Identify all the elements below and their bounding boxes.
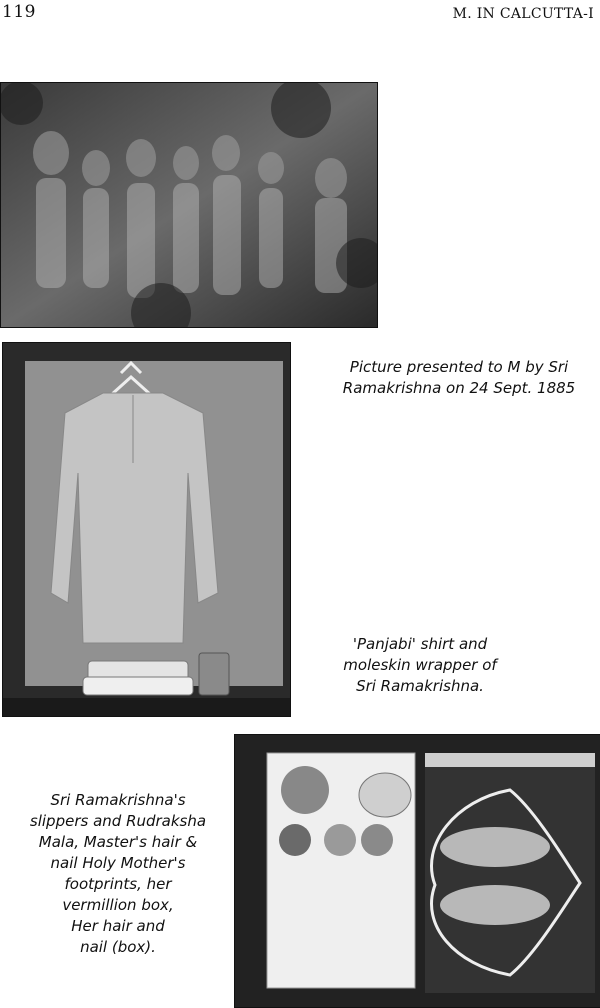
running-head: M. IN CALCUTTA-I <box>452 6 594 22</box>
caption-line: vermillion box, <box>62 896 174 914</box>
caption-relics <box>6 790 230 958</box>
shirt-photo <box>2 342 291 717</box>
relics-photo <box>234 734 600 1008</box>
caption-line: Picture presented to M by Sri <box>349 358 569 376</box>
caption-line: Her hair and <box>71 917 165 935</box>
painting-photo <box>0 82 378 328</box>
caption-line: slippers and Rudraksha <box>29 812 207 830</box>
caption-line: Sri Ramakrishna's <box>50 791 186 809</box>
caption-line: footprints, her <box>64 875 172 893</box>
relics-image <box>235 735 600 1007</box>
caption-shirt <box>320 634 520 697</box>
caption-line: Sri Ramakrishna. <box>356 677 484 695</box>
painting-image <box>1 83 377 327</box>
caption-line: Mala, Master's hair & <box>38 833 198 851</box>
caption-line: nail Holy Mother's <box>50 854 186 872</box>
caption-line: 'Panjabi' shirt and <box>352 635 488 653</box>
page-number: 119 <box>2 2 36 22</box>
caption-line: nail (box). <box>80 938 156 956</box>
caption-line: Ramakrishna on 24 Sept. 1885 <box>342 379 576 397</box>
caption-line: moleskin wrapper of <box>343 656 497 674</box>
caption-painting <box>318 357 600 399</box>
shirt-image <box>3 343 290 716</box>
